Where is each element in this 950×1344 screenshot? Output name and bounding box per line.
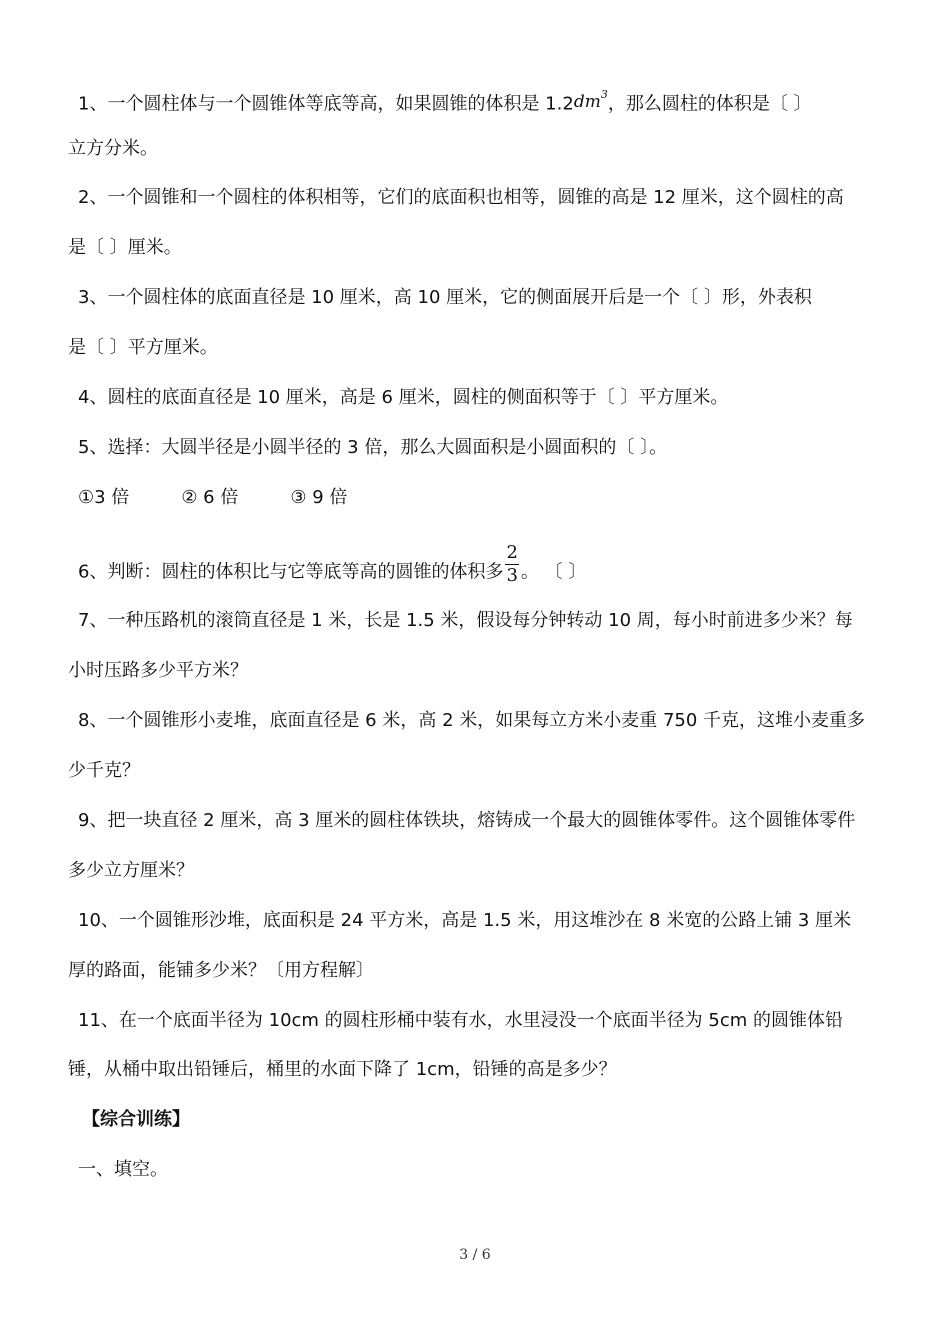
subsection-title: 一、填空。 xyxy=(78,1159,168,1180)
question-11-line-1: 11、在一个底面半径为 10cm 的圆柱形桶中装有水，水里浸没一个底面半径为 5cm 的圆锥体铅 xyxy=(78,1010,844,1031)
option-1: ①3 倍 xyxy=(78,487,130,508)
question-8-line-1: 8、一个圆锥形小麦堆，底面直径是 6 米，高 2 米，如果每立方米小麦重 750 千克，这堆小麦重多 xyxy=(78,710,866,731)
question-7-line-2: 小时压路多少平方米？ xyxy=(68,660,248,681)
question-6-text-a: 6、判断：圆柱的体积比与它等底等高的圆锥的体积多 xyxy=(78,561,504,583)
question-1-text-a: 1、一个圆柱体与一个圆锥体等底等高，如果圆锥的体积是 1.2 xyxy=(78,93,574,115)
question-7-line-1: 7、一种压路机的滚筒直径是 1 米，长是 1.5 米，假设每分钟转动 10 周，每小时前进多少米？每 xyxy=(78,610,853,631)
option-3: ③ 9 倍 xyxy=(290,487,348,508)
question-8-line-2: 少千克？ xyxy=(68,760,140,781)
question-1-text-b: ，那么圆柱的体积是〔 〕 xyxy=(607,93,812,115)
question-3-line-1: 3、一个圆柱体的底面直径是 10 厘米，高 10 厘米，它的侧面展开后是一个〔 〕形，外表积 xyxy=(78,287,812,308)
question-4-line-1: 4、圆柱的底面直径是 10 厘米，高是 6 厘米，圆柱的侧面积等于〔 〕平方厘米。 xyxy=(78,387,729,408)
question-5-line-1: 5、选择：大圆半径是小圆半径的 3 倍，那么大圆面积是小圆面积的〔 〕。 xyxy=(78,437,668,458)
question-6-text-b: 。 〔 〕 xyxy=(520,561,587,583)
question-6-line-1 xyxy=(78,542,587,593)
fraction-two-thirds: $\frac{2}{3}$ xyxy=(506,542,518,586)
section-title: 【综合训练】 xyxy=(82,1109,190,1130)
question-1-line-1 xyxy=(78,88,812,117)
question-9-line-1: 9、把一块直径 2 厘米，高 3 厘米的圆柱体铁块，熔铸成一个最大的圆锥体零件。这个圆锥体零件 xyxy=(78,810,856,831)
unit-dm3: $dm^3$ xyxy=(573,88,608,112)
question-5-options xyxy=(78,486,399,510)
question-2-line-2: 是〔 〕厘米。 xyxy=(68,237,182,258)
question-10-line-2: 厚的路面，能铺多少米？〔用方程解〕 xyxy=(68,960,374,981)
question-10-line-1: 10、一个圆锥形沙堆，底面积是 24 平方米，高是 1.5 米，用这堆沙在 8 米宽的公路上铺 3 厘米 xyxy=(78,910,852,931)
page-number: 3 / 6 xyxy=(459,1247,491,1263)
question-9-line-2: 多少立方厘米？ xyxy=(68,860,194,881)
option-2: ② 6 倍 xyxy=(181,487,239,508)
question-3-line-2: 是〔 〕平方厘米。 xyxy=(68,337,218,358)
question-11-line-2: 锤，从桶中取出铅锤后，桶里的水面下降了 1cm，铅锤的高是多少？ xyxy=(68,1059,617,1080)
question-1-line-2: 立方分米。 xyxy=(68,138,158,159)
question-2-line-1: 2、一个圆锥和一个圆柱的体积相等，它们的底面积也相等，圆锥的高是 12 厘米，这个圆柱的高 xyxy=(78,187,844,208)
